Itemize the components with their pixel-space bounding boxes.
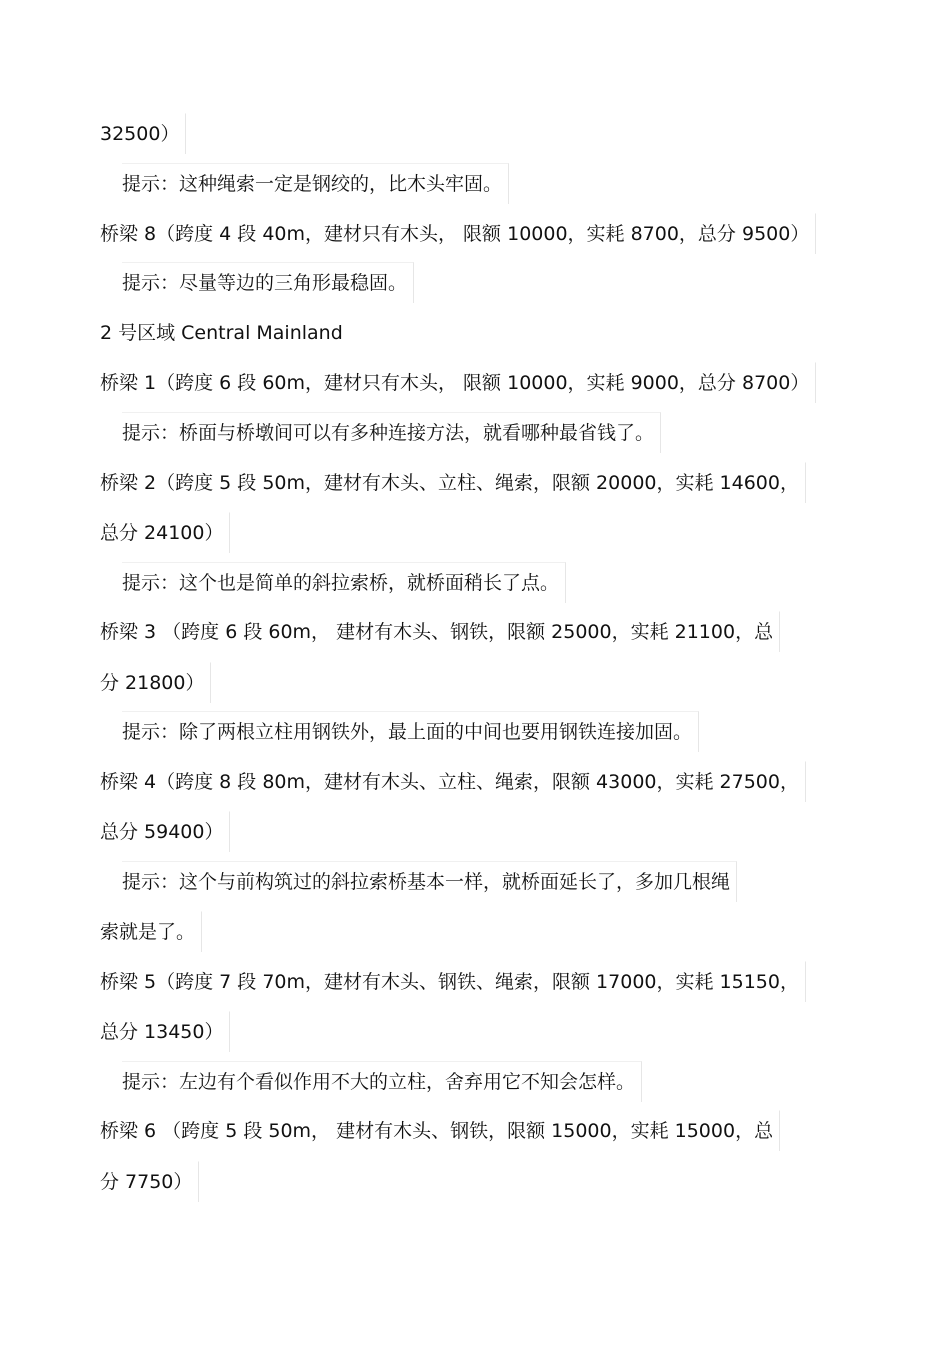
hint-line [122, 163, 509, 203]
line-text: 桥梁 2（跨度 5 段 50m，建材有木头、立柱、绳索，限额 20000，实耗 14600， [100, 462, 806, 503]
section-heading [100, 312, 350, 352]
line-text: 提示：这种绳索一定是钢绞的，比木头牢固。 [122, 163, 509, 204]
text-line [100, 911, 202, 951]
line-text: 桥梁 4（跨度 8 段 80m，建材有木头、立柱、绳索，限额 43000，实耗 27500， [100, 761, 806, 802]
line-text: 桥梁 8（跨度 4 段 40m，建材只有木头， 限额 10000，实耗 8700，总分 9500） [100, 213, 816, 254]
line-text: 32500） [100, 113, 186, 154]
text-line [100, 1161, 199, 1201]
bridge-line [100, 213, 816, 253]
line-text: 2 号区域 Central Mainland [100, 322, 343, 344]
line-text: 提示：这个也是简单的斜拉索桥，就桥面稍长了点。 [122, 562, 566, 603]
line-text: 提示：桥面与桥墩间可以有多种连接方法，就看哪种最省钱了。 [122, 412, 661, 453]
hint-line [122, 562, 566, 602]
text-line [100, 1011, 230, 1051]
line-text: 桥梁 5（跨度 7 段 70m，建材有木头、钢铁、绳索，限额 17000，实耗 15150， [100, 961, 806, 1002]
line-text: 提示：左边有个看似作用不大的立柱，舍弃用它不知会怎样。 [122, 1061, 642, 1102]
line-text: 提示：这个与前构筑过的斜拉索桥基本一样，就桥面延长了，多加几根绳 [122, 861, 737, 902]
bridge-line [100, 1110, 780, 1150]
text-line [100, 662, 211, 702]
line-text: 总分 59400） [100, 811, 230, 852]
line-text: 提示：除了两根立柱用钢铁外，最上面的中间也要用钢铁连接加固。 [122, 711, 699, 752]
line-text: 分 7750） [100, 1161, 199, 1202]
text-line [100, 113, 186, 153]
line-text: 提示：尽量等边的三角形最稳固。 [122, 262, 414, 303]
text-line [100, 811, 230, 851]
line-text: 桥梁 6 （跨度 5 段 50m， 建材有木头、钢铁，限额 15000，实耗 15000，总 [100, 1110, 780, 1151]
hint-line [122, 1061, 642, 1101]
hint-line [122, 262, 414, 302]
line-text: 总分 24100） [100, 512, 230, 553]
line-text: 索就是了。 [100, 911, 202, 952]
hint-line [122, 711, 699, 751]
bridge-line [100, 611, 780, 651]
bridge-line [100, 761, 806, 801]
hint-line [122, 861, 737, 901]
line-text: 桥梁 3 （跨度 6 段 60m， 建材有木头、钢铁，限额 25000，实耗 21100，总 [100, 611, 780, 652]
line-text: 总分 13450） [100, 1011, 230, 1052]
hint-line [122, 412, 661, 452]
text-line [100, 512, 230, 552]
line-text: 分 21800） [100, 662, 211, 703]
bridge-line [100, 462, 806, 502]
line-text: 桥梁 1（跨度 6 段 60m，建材只有木头， 限额 10000，实耗 9000，总分 8700） [100, 362, 816, 403]
bridge-line [100, 961, 806, 1001]
bridge-line [100, 362, 816, 402]
